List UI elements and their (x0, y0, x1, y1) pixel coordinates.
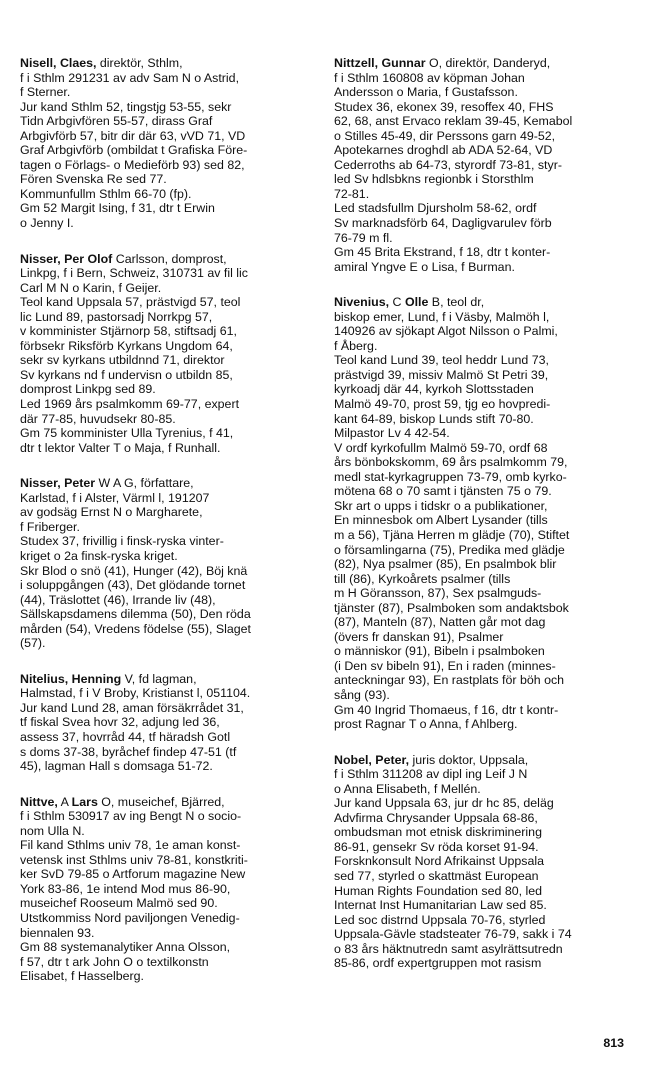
entry-text-line: Skr Blod o snö (41), Hunger (42), Böj knä (20, 563, 248, 578)
entry-text-line: Graf Arbgivförb (ombildat t Grafiska Före- (20, 143, 248, 158)
entry-heading-text: O, direktör, Danderyd, (425, 56, 551, 70)
entry-text-line: o församlingarna (75), Predika med glädje (334, 542, 565, 557)
entry-text-line: 72-81. (334, 186, 370, 201)
entry-text-line: f i Sthlm 311208 av dipl ing Leif J N (334, 767, 528, 782)
entry-given-name: Olle (404, 295, 429, 310)
entry-text-line: o Stilles 45-49, dir Perssons garn 49-52, (334, 128, 556, 143)
entry-text-line: museichef Rooseum Malmö sed 90. (20, 896, 218, 911)
entry-text-line: (i Den sv bibeln 91), En i raden (minnes- (334, 658, 556, 673)
entry-text-line: där 77-85, huvudsekr 80-85. (20, 411, 176, 426)
entry-text-line: Sv kyrkans nd f undervisn o utbildn 85, (20, 367, 233, 382)
entry-text-line: Tidn Arbgivfören 55-57, dirass Graf (20, 114, 213, 129)
entry-surname: Nisser, Per Olof (20, 251, 113, 266)
entry-text-line: o Anna Elisabeth, f Mellén. (334, 781, 481, 796)
biography-entry (20, 252, 312, 456)
entry-text-line: York 83-86, 1e intend Mod mus 86-90, (20, 881, 231, 896)
entry-given-name: Lars (71, 794, 98, 809)
entry-surname: Nittve, (20, 794, 58, 809)
entry-text-line: Jur kand Uppsala 63, jur dr hc 85, deläg (334, 796, 554, 811)
entry-text-line: Led 1969 års psalmkomm 69-77, expert (20, 397, 240, 412)
entry-text-line: biennalen 93. (20, 925, 95, 940)
entry-text-line: amiral Yngve E o Lisa, f Burman. (334, 259, 515, 274)
entry-text-line: Uppsala-Gävle stadsteater 76-79, sakk i 74 (334, 927, 572, 942)
entry-heading-line (20, 56, 312, 71)
entry-text-line: Sv marknadsförb 64, Dagligvarulev förb (334, 216, 552, 231)
entry-text-line: lic Lund 89, pastorsadj Norrkpg 57, (20, 309, 213, 324)
biography-entry (334, 56, 626, 274)
entry-text-line: Halmstad, f i V Broby, Kristianst l, 051104. (20, 686, 251, 701)
entry-text-line: tf fiskal Svea hovr 32, adjung led 36, (20, 715, 220, 730)
entry-heading-text: B, teol dr, (428, 295, 485, 310)
entry-text-line: (57). (20, 636, 46, 651)
entry-text-line: led Sv hdlsbkns regionbk i Storsthlm (334, 172, 534, 187)
entry-text-line: 85-86, ordf expertgruppen mot rasism (334, 956, 542, 971)
entry-text-line: prästvigd 39, missiv Malmö St Petri 39, (334, 367, 549, 382)
entry-text-line: Malmö 49-70, prost 59, tjg eo hovpredi- (334, 397, 551, 412)
entry-text-line: Fören Svenska Re sed 77. (20, 172, 167, 187)
entry-heading-text: Carlsson, domprost, (112, 251, 227, 266)
entry-text-line: o människor (91), Bibeln i psalmboken (334, 644, 545, 659)
entry-heading-line (334, 753, 626, 768)
entry-heading-line (20, 795, 312, 810)
entry-text-line: 86-91, gensekr Sv röda korset 91-94. (334, 839, 539, 854)
entry-text-line: sed 77, styrled o skattmäst European (334, 868, 539, 883)
entry-text-line: (övers fr danskan 91), Psalmer (334, 629, 504, 644)
entry-text-line: f Sterner. (20, 85, 71, 100)
entry-surname: Nobel, Peter, (334, 752, 410, 767)
entry-text-line: f Åberg. (334, 338, 378, 353)
entry-text-line: Led stadsfullm Djursholm 58-62, ordf (334, 201, 537, 216)
biography-entry (334, 295, 626, 731)
entry-surname: Nitelius, Henning (20, 671, 122, 686)
entry-text-line: Led soc distrnd Uppsala 70-76, styrled (334, 912, 546, 927)
entry-text-line: Utstkommiss Nord paviljongen Venedig- (20, 910, 240, 925)
entry-text-line: Forsknkonsult Nord Afrikainst Uppsala (334, 854, 545, 869)
entry-initial: A (57, 794, 72, 809)
right-column (334, 56, 626, 992)
entry-text-line: anteckningar 93), En rastplats för böh och (334, 673, 565, 688)
entry-text-line: Kommunfullm Sthlm 66-70 (fp). (20, 186, 192, 201)
entry-text-line: o 83 års häktnutredn samt asylrättsutredn (334, 941, 563, 956)
entry-text-line: Gm 75 komminister Ulla Tyrenius, f 41, (20, 426, 234, 441)
entry-text-line: medl stat-kyrkagruppen 73-79, omb kyrko- (334, 469, 567, 484)
entry-text-line: V ordf kyrkofullm Malmö 59-70, ordf 68 (334, 440, 548, 455)
entry-heading-line (20, 252, 312, 267)
entry-text-line: mötena 68 o 70 samt i tjänsten 75 o 79. (334, 484, 552, 499)
entry-text-line: Linkpg, f i Bern, Schweiz, 310731 av fil lic (20, 266, 248, 281)
entry-initial: C (389, 295, 405, 310)
entry-text-line: tagen o Förlags- o Medieförb 93) sed 82, (20, 157, 245, 172)
entry-text-line: dtr t lektor Valter T o Maja, f Runhall. (20, 440, 221, 455)
entry-text-line: ombudsman mot etnisk diskriminering (334, 825, 542, 840)
entry-text-line: Fil kand Sthlms univ 78, 1e aman konst- (20, 838, 241, 853)
entry-text-line: Elisabet, f Hasselberg. (20, 969, 144, 984)
entry-text-line: (87), Manteln (87), Natten går mot dag (334, 615, 546, 630)
entry-text-line: f 57, dtr t ark John O o textilkonstn (20, 954, 209, 969)
entry-text-line: 76-79 m fl. (334, 230, 393, 245)
page-number: 813 (603, 1036, 624, 1050)
entry-text-line: assess 37, hovrråd 44, tf häradsh Gotl (20, 729, 231, 744)
entry-text-line: f i Sthlm 160808 av köpman Johan (334, 70, 525, 85)
entry-heading-text: V, fd lagman, (121, 671, 197, 686)
entry-text-line: i soluppgången (43), Det glödande tornet (20, 578, 246, 593)
entry-text-line: Gm 52 Margit Ising, f 31, dtr t Erwin (20, 201, 215, 216)
entry-text-line: f Friberger. (20, 519, 80, 534)
entry-heading-line (334, 295, 626, 310)
entry-text-line: Human Rights Foundation sed 80, led (334, 883, 543, 898)
entry-heading-text: direktör, Sthlm, (96, 56, 183, 70)
entry-text-line: Cederroths ab 64-73, styrordf 73-81, styr- (334, 157, 562, 172)
entry-text-line: 45), lagman Hall s domsaga 51-72. (20, 759, 213, 774)
entry-text-line: sekr sv kyrkans utbildnnd 71, direktor (20, 353, 225, 368)
entry-heading-line (20, 672, 312, 687)
entry-text-line: biskop emer, Lund, f i Väsby, Malmöh l, (334, 309, 550, 324)
biography-entry (334, 753, 626, 971)
entry-text-line: En minnesbok om Albert Lysander (tills (334, 513, 548, 528)
entry-text-line: Jur kand Lund 28, aman försäkrrådet 31, (20, 700, 244, 715)
entry-text-line: Arbgivförb 57, bitr dir där 63, vVD 71, VD (20, 128, 246, 143)
entry-text-line: Advfirma Chrysander Uppsala 68-86, (334, 810, 538, 825)
entry-text-line: Gm 40 Ingrid Thomaeus, f 16, dtr t kontr- (334, 702, 559, 717)
entry-text-line: sång (93). (334, 687, 390, 702)
entry-text-line: o Jenny I. (20, 216, 74, 231)
entry-text-line: Milpastor Lv 4 42-54. (334, 426, 450, 441)
entry-text-line: s doms 37-38, byråchef findep 47-51 (tf (20, 744, 237, 759)
entry-text-line: Teol kand Uppsala 57, prästvigd 57, teol (20, 295, 241, 310)
entry-surname: Nisell, Claes, (20, 56, 97, 70)
entry-text-line: Studex 36, ekonex 39, resoffex 40, FHS (334, 99, 554, 114)
entry-text-line: ker SvD 79-85 o Artforum magazine New (20, 867, 246, 882)
entry-text-line: kriget o 2a finsk-ryska kriget. (20, 548, 178, 563)
entry-text-line: Apotekarnes droghdl ab ADA 52-64, VD (334, 143, 553, 158)
entry-text-line: m a 56), Tjäna Herren m glädje (70), Stiftet (334, 527, 570, 542)
entry-text-line: Studex 37, frivillig i finsk-ryska vinter- (20, 534, 224, 549)
entry-text-line: till (86), Kyrkoårets psalmer (tills (334, 571, 511, 586)
entry-text-line: Carl M N o Karin, f Geijer. (20, 280, 162, 295)
entry-text-line: vetensk inst Sthlms univ 78-81, konstkriti- (20, 852, 248, 867)
entry-text-line: förbsekr Riksförb Kyrkans Ungdom 64, (20, 338, 233, 353)
entry-heading-line (20, 476, 312, 491)
entry-text-line: nom Ulla N. (20, 823, 85, 838)
entry-text-line: mården (54), Vredens födelse (55), Slaget (20, 621, 251, 636)
entry-surname: Nisser, Peter (20, 476, 96, 491)
biography-entry (20, 56, 312, 231)
entry-text-line: domprost Linkpg sed 89. (20, 382, 156, 397)
entry-text-line: Sällskapsdamens dilemma (50), Den röda (20, 607, 251, 622)
entry-text-line: prost Ragnar T o Anna, f Ahlberg. (334, 717, 518, 732)
entry-text-line: tjänster (87), Psalmboken som andaktsbok (334, 600, 569, 615)
entry-text-line: års bönbokskomm, 69 års psalmkomm 79, (334, 455, 568, 470)
entry-text-line: Andersson o Maria, f Gustafsson. (334, 85, 518, 100)
biography-entry (20, 476, 312, 651)
entry-surname: Nittzell, Gunnar (334, 56, 426, 70)
entry-text-line: Gm 45 Brita Ekstrand, f 18, dtr t konter- (334, 245, 551, 260)
entry-text-line: (44), Träslottet (46), Irrande liv (48), (20, 592, 216, 607)
entry-text-line: kant 64-89, biskop Lunds stift 70-80. (334, 411, 534, 426)
entry-text-line: kyrkoadj där 44, kyrkoh Slottsstaden (334, 382, 534, 397)
entry-text-line: Jur kand Sthlm 52, tingstjg 53-55, sekr (20, 99, 232, 114)
biography-entry (20, 795, 312, 984)
entry-text-line: Internat Inst Humanitarian Law sed 85. (334, 898, 547, 913)
entry-text-line: 62, 68, anst Ervaco reklam 39-45, Kemabol (334, 114, 573, 129)
entry-text-line: f i Sthlm 530917 av ing Bengt N o socio- (20, 809, 242, 824)
entry-text-line: Gm 88 systemanalytiker Anna Olsson, (20, 940, 231, 955)
left-column (20, 56, 312, 1005)
entry-text-line: Skr art o upps i tidskr o a publikationer, (334, 498, 548, 513)
entry-text-line: av godsäg Ernst N o Margharete, (20, 505, 203, 520)
entry-text-line: (82), Nya psalmer (85), En psalmbok blir (334, 557, 557, 572)
entry-text-line: 140926 av sjökapt Algot Nilsson o Palmi, (334, 324, 558, 339)
entry-text-line: Karlstad, f i Alster, Värml l, 191207 (20, 490, 210, 505)
entry-heading-text: juris doktor, Uppsala, (409, 752, 529, 767)
entry-heading-text: O, museichef, Bjärred, (97, 794, 225, 809)
entry-heading-line (334, 56, 626, 71)
entry-heading-text: W A G, författare, (95, 476, 194, 491)
entry-surname: Nivenius, (334, 295, 390, 310)
entry-text-line: Teol kand Lund 39, teol heddr Lund 73, (334, 353, 549, 368)
biography-entry (20, 672, 312, 774)
entry-text-line: f i Sthlm 291231 av adv Sam N o Astrid, (20, 70, 240, 85)
entry-text-line: m H Göransson, 87), Sex psalmguds- (334, 586, 542, 601)
entry-text-line: v komminister Stjärnorp 58, stiftsadj 61, (20, 324, 237, 339)
